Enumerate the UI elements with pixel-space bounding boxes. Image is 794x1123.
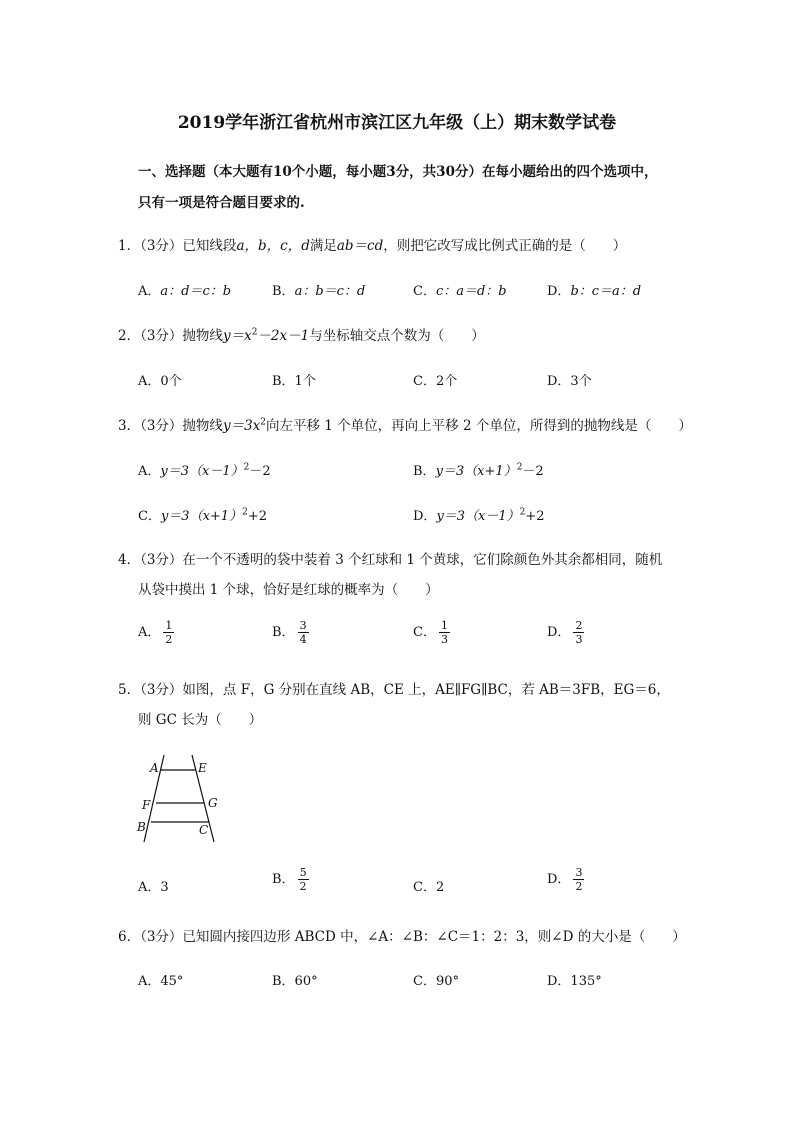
question-3-stem: 3．（3分）抛物线$y=3x^2$向左平移 1 个单位，再向上平移 2 个单位，所得到的抛物线是（ ）: [118, 417, 692, 434]
question-2-stem: 2．（3分）抛物线$y=x^2-2x-1$与坐标轴交点个数为（ ）: [118, 327, 485, 344]
question-5-option-a[interactable]: A．3: [138, 880, 169, 895]
question-6-option-b[interactable]: B．60°: [272, 974, 318, 989]
question-2-option-a[interactable]: A．0个: [138, 374, 182, 389]
question-4-option-c[interactable]: C． $\frac{1}{3}$: [413, 619, 448, 646]
question-4-option-a[interactable]: A． $\frac{1}{2}$: [138, 619, 173, 646]
question-1-option-d[interactable]: D．b：c＝a：d: [547, 284, 642, 299]
question-4-stem-line2: 从袋中摸出 1 个球，恰好是红球的概率为（ ）: [138, 582, 439, 598]
point-label-a: A: [150, 761, 159, 775]
question-6-option-c[interactable]: C．90°: [413, 974, 459, 989]
question-4-option-d[interactable]: D． $\frac{2}{3}$: [547, 619, 583, 646]
question-4-stem-line1: 4．（3分）在一个不透明的袋中装着 3 个红球和 1 个黄球，它们除颜色外其余都相同，随机: [118, 552, 663, 568]
question-2-option-b[interactable]: B．1个: [272, 374, 316, 389]
question-2-option-c[interactable]: C．2个: [413, 374, 458, 389]
question-2-option-d[interactable]: D．3个: [547, 374, 592, 389]
section-heading-line1: 一、选择题（本大题有10个小题，每小题3分，共30分）在每小题给出的四个选项中，: [138, 164, 658, 180]
question-5-option-c[interactable]: C．2: [413, 880, 445, 895]
page-title: 2019学年浙江省杭州市滨江区九年级（上）期末数学试卷: [177, 113, 617, 133]
question-4-option-b[interactable]: B． $\frac{3}{4}$: [272, 619, 307, 646]
question-1-option-a[interactable]: A．a：d＝c：b: [138, 284, 232, 299]
point-label-c: C: [199, 823, 209, 837]
question-1-stem: 1．（3分）已知线段a，b，c，d满足ab＝cd，则把它改写成比例式正确的是（ ）: [118, 238, 627, 254]
question-6-stem: 6．（3分）已知圆内接四边形 ABCD 中，∠A：∠B：∠C＝1：2：3，则∠D 的大小是（ ）: [118, 929, 686, 945]
section-heading-line2: 只有一项是符合题目要求的.: [138, 195, 305, 211]
question-3-option-d[interactable]: D．$y=3(x-1)^2+2$: [413, 507, 545, 524]
question-3-option-a[interactable]: A．$y=3(x-1)^2-2$: [138, 462, 271, 479]
question-6-option-a[interactable]: A．45°: [138, 974, 184, 989]
point-label-e: E: [198, 761, 207, 775]
question-1-option-b[interactable]: B．a：b＝c：d: [272, 284, 366, 299]
question-3-option-c[interactable]: C．$y=3(x+1)^2+2$: [138, 507, 267, 524]
question-5-figure: [130, 750, 230, 845]
point-label-f: F: [142, 798, 151, 812]
point-label-g: G: [208, 796, 218, 810]
question-5-option-d[interactable]: D． $\frac{3}{2}$: [547, 866, 583, 893]
question-5-stem-line2: 则 GC 长为（ ）: [138, 712, 263, 728]
question-3-option-b[interactable]: B．$y=3(x+1)^2-2$: [413, 462, 544, 479]
question-5-option-b[interactable]: B． $\frac{5}{2}$: [272, 866, 307, 893]
question-5-stem-line1: 5．（3分）如图，点 F，G 分别在直线 AB，CE 上，AE∥FG∥BC，若 AB＝3FB，EG＝6，: [118, 682, 670, 698]
question-1-option-c[interactable]: C．c：a＝d：b: [413, 284, 507, 299]
point-label-b: B: [137, 820, 146, 834]
question-6-option-d[interactable]: D．135°: [547, 974, 602, 989]
